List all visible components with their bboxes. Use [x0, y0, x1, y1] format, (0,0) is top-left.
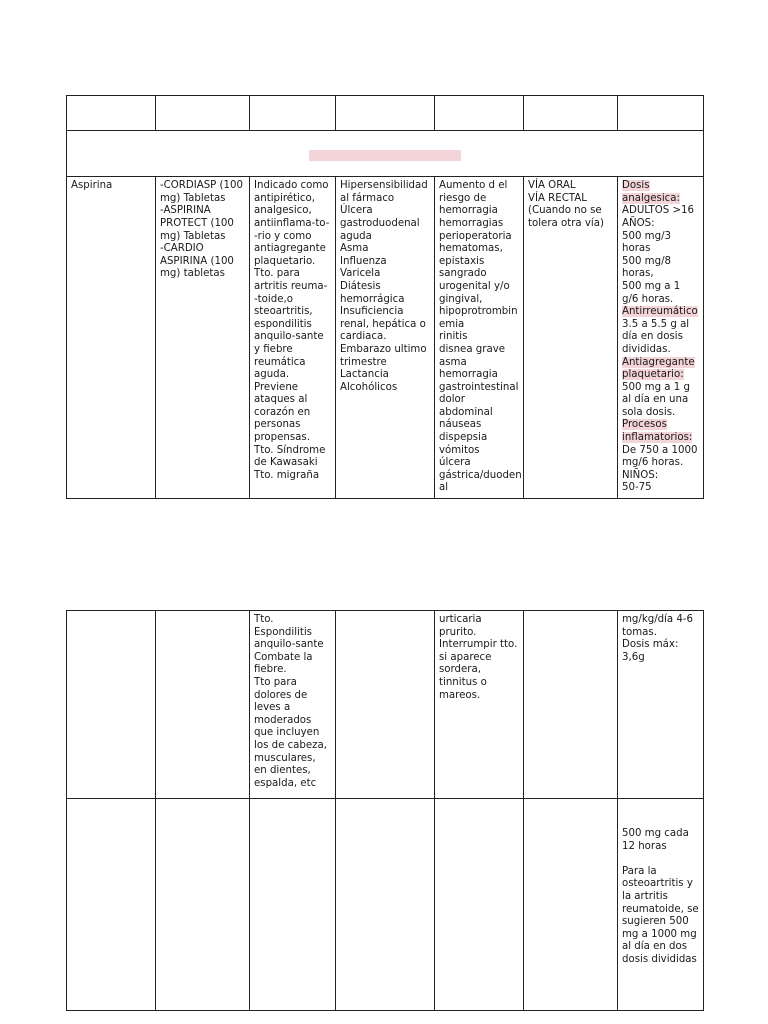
indications-cell: Tto. Espondilitis anquilo-sante Combate la fiebre. Tto para dolores de leves a moderados que incluyen los de cabeza, musculares, en dientes, espalda, etc: [250, 611, 336, 799]
empty-cell: [67, 611, 156, 799]
header-cell: [67, 96, 156, 131]
header-row: [67, 96, 704, 131]
contraindications-cell: Hipersensibilidad al fármaco Úlcera gastroduodenal aguda Asma Influenza Varicela Diátesis hemorrágica Insuficiencia renal, hepática o cardiaca. Embarazo ultimo trimestre Lactancia Alcohólicos: [336, 177, 435, 499]
dose-label-antirheumatic: Antirreumático: [622, 306, 698, 318]
dose-label-analgesic: Dosis analgesica:: [622, 180, 680, 204]
dose-text-inflammatory: De 750 a 1000 mg/6 horas. NIÑOS: 50-75: [622, 444, 698, 494]
route-cell: VÍA ORAL VÍA RECTAL (Cuando no se tolera otra vía): [524, 177, 618, 499]
brands-cell: -CORDIASP (100 mg) Tabletas -ASPIRINA PROTECT (100 mg) Tabletas -CARDIO ASPIRINA (100 mg) tabletas: [156, 177, 250, 499]
empty-cell: [336, 799, 435, 1011]
empty-cell: [156, 611, 250, 799]
empty-cell: [435, 799, 524, 1011]
header-cell: [156, 96, 250, 131]
header-cell: [524, 96, 618, 131]
section-row: [67, 131, 704, 177]
empty-cell: [250, 799, 336, 1011]
dose-cell: [618, 177, 704, 499]
drug-table-2: [66, 610, 704, 1011]
highlight-bar: [309, 150, 461, 161]
dose-cell: mg/kg/día 4-6 tomas. Dosis máx: 3,6g: [618, 611, 704, 799]
drug-name-cell: Aspirina: [67, 177, 156, 499]
empty-cell: [336, 611, 435, 799]
header-cell: [250, 96, 336, 131]
dose-text-antiplatelet: 500 mg a 1 g al día en una sola dosis.: [622, 381, 690, 418]
dose-text-antirheumatic: 3.5 a 5.5 g al día en dosis divididas.: [622, 318, 690, 355]
header-cell: [618, 96, 704, 131]
empty-cell: [156, 799, 250, 1011]
empty-cell: [67, 799, 156, 1011]
drug-table-1: [66, 95, 704, 499]
adverse-effects-cell: urticaria prurito. Interrumpir tto. si aparece sordera, tinnitus o mareos.: [435, 611, 524, 799]
dose-label-inflammatory: Procesos inflamatorios:: [622, 419, 693, 444]
table-row: [67, 611, 704, 799]
adverse-effects-cell: Aumento d el riesgo de hemorragia hemorragias perioperatoria hematomas, epistaxis sangrado urogenital y/o gingival, hipoprotrombin emia rinitis disnea grave asma hemorragia gastrointestinal dolor abdominal náuseas dispepsia vómitos úlcera gástrica/duoden al: [435, 177, 524, 499]
header-cell: [435, 96, 524, 131]
dose-text-analgesic: ADULTOS >16 AÑOS: 500 mg/3 horas 500 mg/8 horas, 500 mg a 1 g/6 horas.: [622, 205, 694, 305]
empty-cell: [524, 611, 618, 799]
empty-cell: [524, 799, 618, 1011]
table-row: [67, 177, 704, 499]
dose-cell: 500 mg cada 12 horas Para la osteoartritis y la artritis reumatoide, se sugieren 500 mg a 1000 mg al día en dos dosis divididas: [618, 799, 704, 1011]
table-row: [67, 799, 704, 1011]
header-cell: [336, 96, 435, 131]
section-cell: [67, 131, 704, 177]
dose-label-antiplatelet: Antiagregante plaquetario:: [622, 356, 695, 381]
indications-cell: Indicado como antipirético, analgesico, antiinflama-to--rio y como antiagregante plaquetario. Tto. para artritis reuma--toide,o steoartritis, espondilitis anquilo-sante y fiebre reumática aguda. Previene ataques al corazón en personas propensas. Tto. Síndrome de Kawasaki Tto. migraña: [250, 177, 336, 499]
